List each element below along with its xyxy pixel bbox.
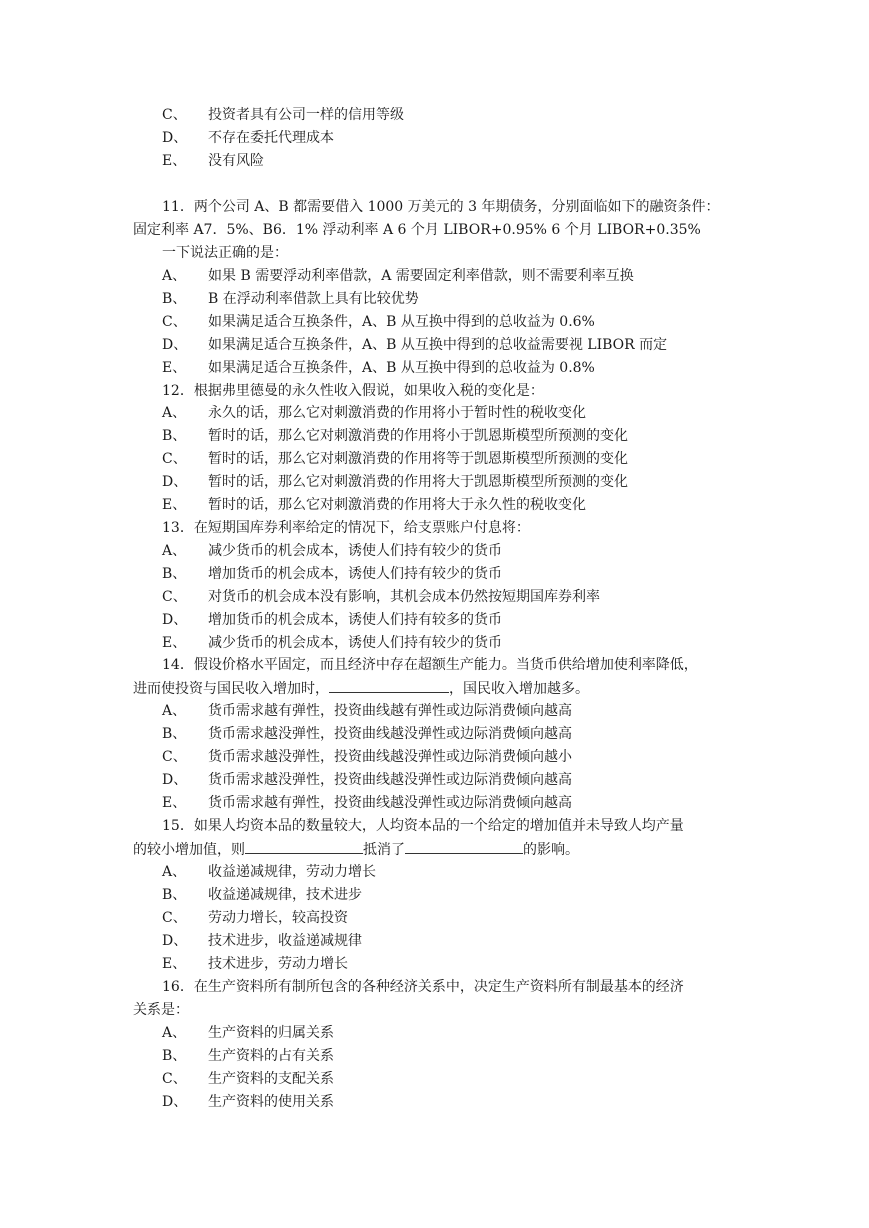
fill-in-blank <box>329 680 449 693</box>
question-15-text: 15．如果人均资本品的数量较大，人均资本品的一个给定的增加值并未导致人均产量 <box>162 818 684 834</box>
option-letter: D、 <box>162 1094 188 1110</box>
option <box>162 497 586 513</box>
option-text: 没有风险 <box>208 153 264 169</box>
option-letter: A、 <box>162 1025 187 1041</box>
option <box>162 107 404 123</box>
option-text: 如果满足适合互换条件，A、B 从互换中得到的总收益需要视 LIBOR 而定 <box>208 337 668 353</box>
option-letter: D、 <box>162 772 188 788</box>
option <box>162 291 419 307</box>
option-text: 暂时的话，那么它对刺激消费的作用将大于永久性的税收变化 <box>208 497 586 513</box>
option <box>162 405 586 421</box>
option-text: 生产资料的使用关系 <box>208 1094 334 1110</box>
question-16-text: 16．在生产资料所有制所包含的各种经济关系中，决定生产资料所有制最基本的经济 <box>162 979 684 995</box>
option-text: 暂时的话，那么它对刺激消费的作用将小于凯恩斯模型所预测的变化 <box>208 428 628 444</box>
option <box>162 153 264 169</box>
option-text: 增加货币的机会成本，诱使人们持有较少的货币 <box>208 566 502 582</box>
option <box>162 864 376 880</box>
option <box>162 795 572 811</box>
option <box>162 612 502 628</box>
option-letter: C、 <box>162 749 187 765</box>
question-15-text-part: 的影响。 <box>523 842 579 858</box>
option-letter: C、 <box>162 451 187 467</box>
option-text: 对货币的机会成本没有影响，其机会成本仍然按短期国库券利率 <box>208 589 600 605</box>
option-letter: A、 <box>162 864 187 880</box>
option <box>162 749 572 765</box>
option-text: 如果满足适合互换条件，A、B 从互换中得到的总收益为 0.6% <box>208 314 595 330</box>
option-text: 减少货币的机会成本，诱使人们持有较少的货币 <box>208 635 502 651</box>
option <box>162 726 572 742</box>
option-text: 货币需求越没弹性，投资曲线越没弹性或边际消费倾向越高 <box>208 726 572 742</box>
option <box>162 1048 334 1064</box>
option <box>162 910 348 926</box>
option-letter: D、 <box>162 612 188 628</box>
option <box>162 314 595 330</box>
option-text: B 在浮动利率借款上具有比较优势 <box>208 291 419 307</box>
option-text: 增加货币的机会成本，诱使人们持有较多的货币 <box>208 612 502 628</box>
option <box>162 543 502 559</box>
option-letter: B、 <box>162 566 187 582</box>
option <box>162 360 595 376</box>
option-letter: E、 <box>162 153 187 169</box>
question-14-text-line2 <box>133 680 589 696</box>
option-text: 永久的话，那么它对刺激消费的作用将小于暂时性的税收变化 <box>208 405 586 421</box>
question-11-text: 11．两个公司 A、B 都需要借入 1000 万美元的 3 年期债务，分别面临如下的融资条件： <box>162 199 720 215</box>
question-11-text-line3: 一下说法正确的是： <box>162 245 288 261</box>
option-text: 生产资料的归属关系 <box>208 1025 334 1041</box>
option-text: 技术进步，劳动力增长 <box>208 956 348 972</box>
option <box>162 635 502 651</box>
option <box>162 474 628 490</box>
option-letter: E、 <box>162 360 187 376</box>
option <box>162 1071 334 1087</box>
option-letter: E、 <box>162 635 187 651</box>
option-text: 减少货币的机会成本，诱使人们持有较少的货币 <box>208 543 502 559</box>
option-letter: B、 <box>162 291 187 307</box>
option-text: 技术进步，收益递减规律 <box>208 933 362 949</box>
question-15-text-part: 的较小增加值，则 <box>133 842 245 858</box>
option-letter: C、 <box>162 589 187 605</box>
option-text: 货币需求越有弹性，投资曲线越没弹性或边际消费倾向越高 <box>208 795 572 811</box>
option <box>162 337 667 353</box>
option <box>162 130 334 146</box>
option-letter: B、 <box>162 887 187 903</box>
option-text: 货币需求越没弹性，投资曲线越没弹性或边际消费倾向越小 <box>208 749 572 765</box>
option-letter: B、 <box>162 726 187 742</box>
option-letter: C、 <box>162 314 187 330</box>
option-letter: D、 <box>162 933 188 949</box>
option-letter: D、 <box>162 130 188 146</box>
option <box>162 268 634 284</box>
option-letter: C、 <box>162 107 187 123</box>
question-13-text: 13．在短期国库券利率给定的情况下，给支票账户付息将： <box>162 520 530 536</box>
option-letter: D、 <box>162 474 188 490</box>
option-text: 货币需求越有弹性，投资曲线越有弹性或边际消费倾向越高 <box>208 703 572 719</box>
option-letter: E、 <box>162 956 187 972</box>
option <box>162 1094 334 1110</box>
option-letter: B、 <box>162 428 187 444</box>
question-14-text: 14．假设价格水平固定，而且经济中存在超额生产能力。当货币供给增加使利率降低， <box>162 657 698 673</box>
option-letter: D、 <box>162 337 188 353</box>
option-letter: E、 <box>162 795 187 811</box>
question-15-text-line2 <box>133 841 579 857</box>
option-text: 暂时的话，那么它对刺激消费的作用将大于凯恩斯模型所预测的变化 <box>208 474 628 490</box>
option-text: 收益递减规律，劳动力增长 <box>208 864 376 880</box>
option-letter: B、 <box>162 1048 187 1064</box>
question-11-text-line2: 固定利率 A7．5%、B6．1% 浮动利率 A 6 个月 LIBOR+0.95% 6 个月 LIBOR+0.35% <box>133 222 701 238</box>
option <box>162 566 502 582</box>
option-text: 货币需求越没弹性，投资曲线越没弹性或边际消费倾向越高 <box>208 772 572 788</box>
option <box>162 956 348 972</box>
option-text: 劳动力增长，较高投资 <box>208 910 348 926</box>
option-text: 生产资料的占有关系 <box>208 1048 334 1064</box>
option-text: 投资者具有公司一样的信用等级 <box>208 107 404 123</box>
option-letter: A、 <box>162 543 187 559</box>
question-15-text-part: 抵消了 <box>363 842 405 858</box>
option-text: 如果满足适合互换条件，A、B 从互换中得到的总收益为 0.8% <box>208 360 595 376</box>
option-letter: A、 <box>162 703 187 719</box>
option-text: 如果 B 需要浮动利率借款，A 需要固定利率借款，则不需要利率互换 <box>208 268 634 284</box>
option <box>162 451 628 467</box>
option <box>162 589 600 605</box>
option-letter: A、 <box>162 405 187 421</box>
option-text: 生产资料的支配关系 <box>208 1071 334 1087</box>
option <box>162 887 362 903</box>
option-text: 暂时的话，那么它对刺激消费的作用将等于凯恩斯模型所预测的变化 <box>208 451 628 467</box>
question-16-text-line2: 关系是： <box>133 1002 189 1018</box>
option-letter: A、 <box>162 268 187 284</box>
option <box>162 772 572 788</box>
option <box>162 1025 334 1041</box>
option-text: 收益递减规律，技术进步 <box>208 887 362 903</box>
fill-in-blank <box>245 841 363 854</box>
option-letter: E、 <box>162 497 187 513</box>
option-letter: C、 <box>162 1071 187 1087</box>
option <box>162 933 362 949</box>
fill-in-blank <box>405 841 523 854</box>
option-letter: C、 <box>162 910 187 926</box>
question-14-text-part: 进而使投资与国民收入增加时， <box>133 681 329 697</box>
question-12-text: 12．根据弗里德曼的永久性收入假说，如果收入税的变化是： <box>162 383 544 399</box>
question-14-text-part: ，国民收入增加越多。 <box>449 681 589 697</box>
option <box>162 428 628 444</box>
option <box>162 703 572 719</box>
option-text: 不存在委托代理成本 <box>208 130 334 146</box>
